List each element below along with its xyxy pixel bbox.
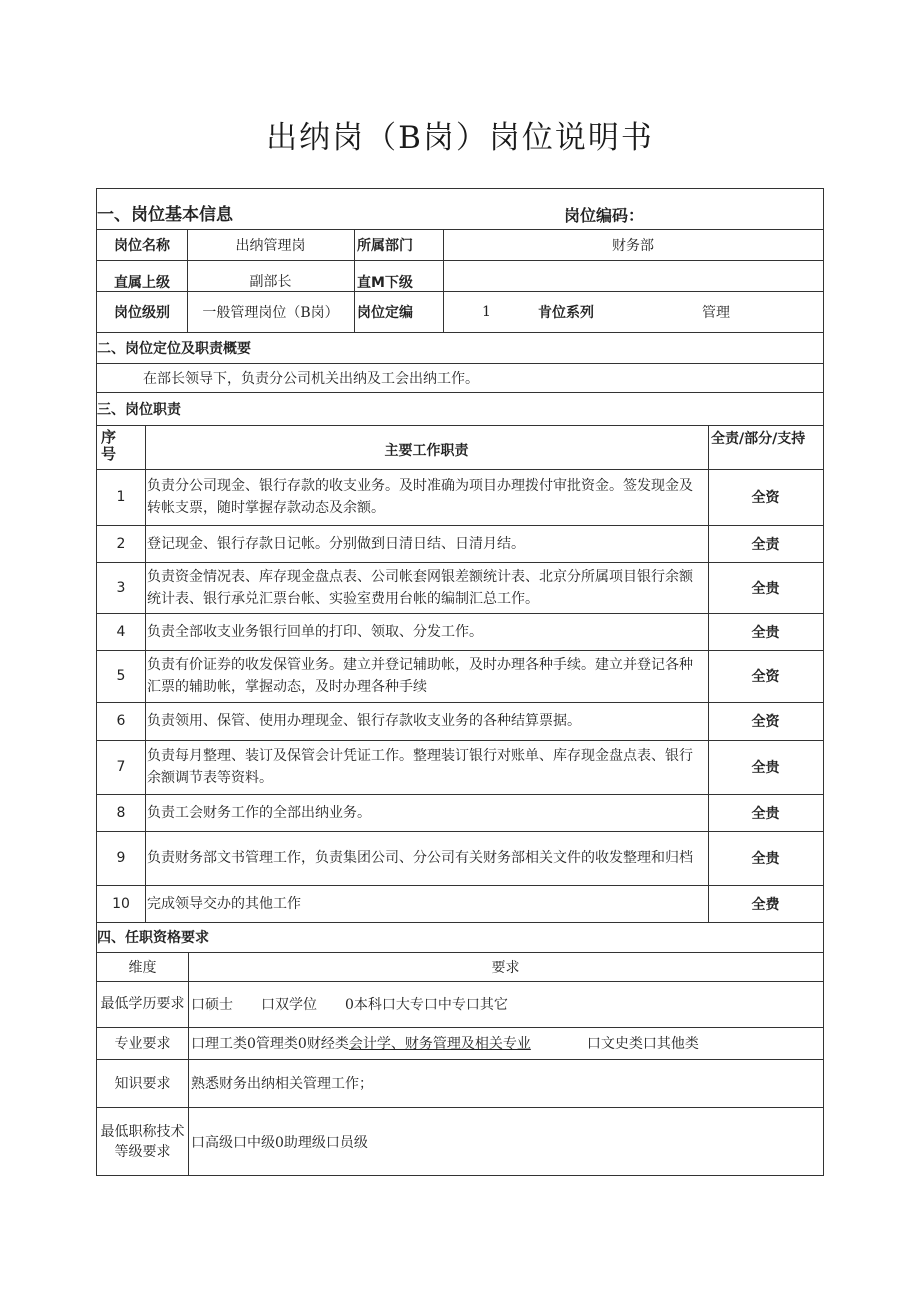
duty-row-text: 负责有价证券的收发保管业务。建立并登记辅助帐，及时办理各种手续。建立并登记各种汇票的辅助帐，掌握动态，及时办理各种手续 [147, 657, 693, 695]
major-options: 口理工类0管理类0财经类 [191, 1036, 349, 1052]
duty-row-responsibility: 全费 [751, 896, 780, 913]
duty-row-text: 负责领用、保管、使用办理现金、银行存款收支业务的各种结算票据。 [147, 713, 581, 729]
duty-row-text: 负责资金情况表、库存现金盘点表、公司帐套网银差额统计表、北京分所属项目银行余额统计表、银行承兑汇票台帐、实验室费用台帐的编制汇总工作。 [147, 568, 693, 607]
duty-row-text: 负责财务部文书管理工作，负责集团公司、分公司有关财务部相关文件的收发整理和归档 [147, 850, 693, 866]
professional-title-label: 最低职称技术等级要求 [100, 1124, 185, 1160]
duty-row-responsibility: 全贵 [751, 760, 780, 776]
duty-row-no: 5 [116, 668, 126, 684]
column-header-dimension: 维度 [128, 959, 157, 976]
position-series-value: 管理 [702, 304, 730, 321]
superior-value: 副部长 [249, 273, 292, 290]
department-value: 财务部 [612, 237, 654, 254]
duty-row-no: 10 [112, 895, 130, 912]
column-header-no: 序号 [101, 428, 117, 463]
duty-row-text: 完成领导交办的其他工作 [147, 895, 301, 912]
column-header-requirement: 要求 [491, 959, 520, 976]
job-description-table [96, 188, 824, 1176]
position-code-label: 岗位编码： [564, 206, 645, 225]
column-header-duty: 主要工作职责 [384, 443, 469, 459]
duty-row-no: 4 [116, 623, 126, 640]
section4-heading: 四、任职资格要求 [97, 930, 209, 946]
duty-row-no: 3 [116, 579, 126, 596]
duty-row-responsibility: 全贵 [751, 851, 780, 867]
duty-row-no: 8 [116, 804, 126, 821]
duty-row-no: 9 [116, 850, 126, 866]
major-specialty: 会计学、财务管理及相关专业 [348, 1036, 531, 1052]
position-quota-value: 1 [482, 303, 491, 320]
position-level-label: 岗位级别 [114, 304, 170, 321]
department-label: 所属部门 [357, 237, 413, 254]
duty-row-responsibility: 全贵 [751, 805, 780, 822]
section2-heading: 二、岗位定位及职责概要 [97, 340, 251, 357]
duty-row-text: 负责工会财务工作的全部出纳业务。 [147, 804, 371, 821]
professional-title-value: 口高级口中级0助理级口员级 [191, 1135, 368, 1151]
knowledge-label: 知识要求 [114, 1076, 171, 1092]
position-quota-label: 岗位定编 [357, 304, 413, 321]
duty-row-no: 7 [116, 759, 126, 775]
duty-row-responsibility: 全贵 [751, 624, 780, 641]
education-value: 口硕士 口双学位 0本科口大专口中专口其它 [191, 997, 508, 1013]
document-title: 出纳岗（B岗）岗位说明书 [266, 120, 654, 156]
section3-heading: 三、岗位职责 [97, 401, 181, 418]
major-label: 专业要求 [114, 1036, 171, 1052]
column-header-responsibility: 全责/部分/支持 [711, 431, 806, 447]
duty-row-text: 负责每月整理、装订及保管会计凭证工作。整理装订银行对账单、库存现金盘点表、银行余额调节表等资料。 [147, 748, 693, 786]
duty-row-responsibility: 全资 [751, 490, 780, 506]
section1-heading: 一、岗位基本信息 [97, 205, 233, 225]
position-level-value: 一般管理岗位（B岗） [202, 304, 339, 321]
position-name-value: 出纳管理岗 [235, 237, 306, 254]
duty-row-no: 1 [116, 489, 126, 505]
position-summary: 在部长领导下，负责分公司机关出纳及工会出纳工作。 [143, 370, 479, 387]
major-other-options: 口文史类口其他类 [586, 1036, 699, 1052]
duty-row-text: 负责全部收支业务银行回单的打印、领取、分发工作。 [147, 623, 483, 640]
duty-row-responsibility: 全责 [751, 536, 780, 553]
superior-label: 直属上级 [114, 274, 170, 291]
major-value [191, 1027, 699, 1059]
duty-row-text: 登记现金、银行存款日记帐。分别做到日清日结、日清月结。 [147, 535, 525, 552]
duty-row-responsibility: 全资 [751, 669, 780, 685]
duty-row-no: 6 [116, 713, 126, 729]
duty-row-no: 2 [116, 535, 126, 552]
knowledge-value: 熟悉财务出纳相关管理工作； [191, 1076, 373, 1092]
subordinate-label: 直M下级 [357, 274, 413, 291]
duty-row-text: 负责分公司现金、银行存款的收支业务。及时准确为项目办理拨付审批资金。签发现金及转帐支票，随时掌握存款动态及余额。 [147, 478, 693, 516]
duty-row-responsibility: 全贵 [751, 580, 780, 597]
position-series-label: 肯位系列 [538, 304, 594, 321]
education-label: 最低学历要求 [100, 996, 185, 1012]
duty-row-responsibility: 全资 [751, 714, 780, 730]
position-name-label: 岗位名称 [114, 237, 170, 254]
